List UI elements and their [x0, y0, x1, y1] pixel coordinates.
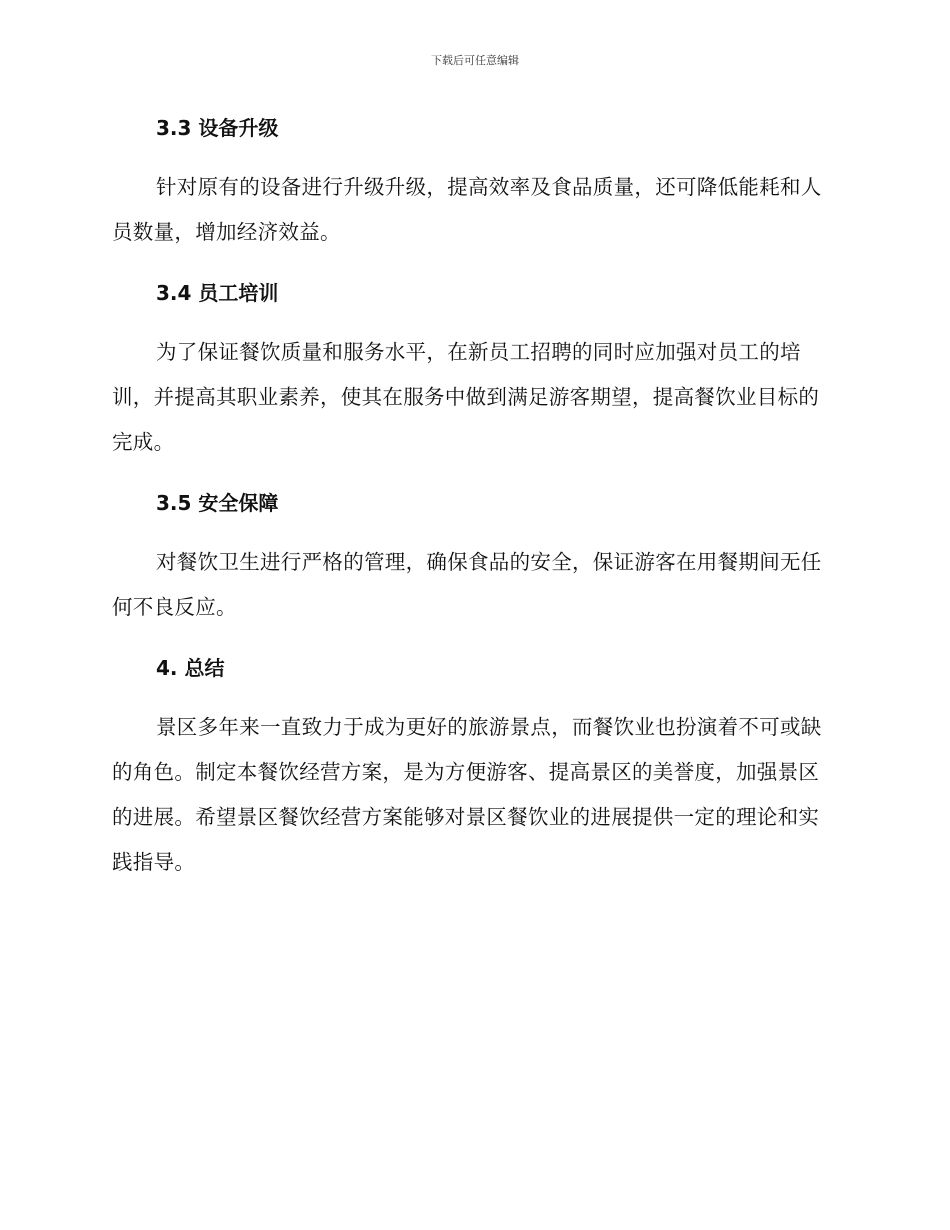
header-note: 下载后可任意编辑 [431, 54, 519, 67]
section-paragraph-4: 景区多年来一直致力于成为更好的旅游景点，而餐饮业也扮演着不可或缺的角色。制定本餐饮经营方案，是为方便游客、提高景区的美誉度，加强景区的进展。希望景区餐饮经营方案能够对景区餐饮业的进展提供一定的理论和实践指导。 [112, 715, 822, 874]
section-paragraph-3-5: 对餐饮卫生进行严格的管理，确保食品的安全，保证游客在用餐期间无任何不良反应。 [112, 550, 822, 619]
section-heading-3-4: 3.4 员工培训 [156, 281, 279, 305]
section-paragraph-3-4: 为了保证餐饮质量和服务水平，在新员工招聘的同时应加强对员工的培训，并提高其职业素养，使其在服务中做到满足游客期望，提高餐饮业目标的完成。 [112, 340, 820, 454]
section-paragraph-3-3: 针对原有的设备进行升级升级，提高效率及食品质量，还可降低能耗和人员数量，增加经济效益。 [112, 175, 822, 244]
document-body [112, 112, 832, 885]
section-heading-4: 4. 总结 [156, 656, 225, 680]
section-heading-3-5: 3.5 安全保障 [156, 491, 279, 515]
section-heading-3-3: 3.3 设备升级 [156, 116, 279, 140]
